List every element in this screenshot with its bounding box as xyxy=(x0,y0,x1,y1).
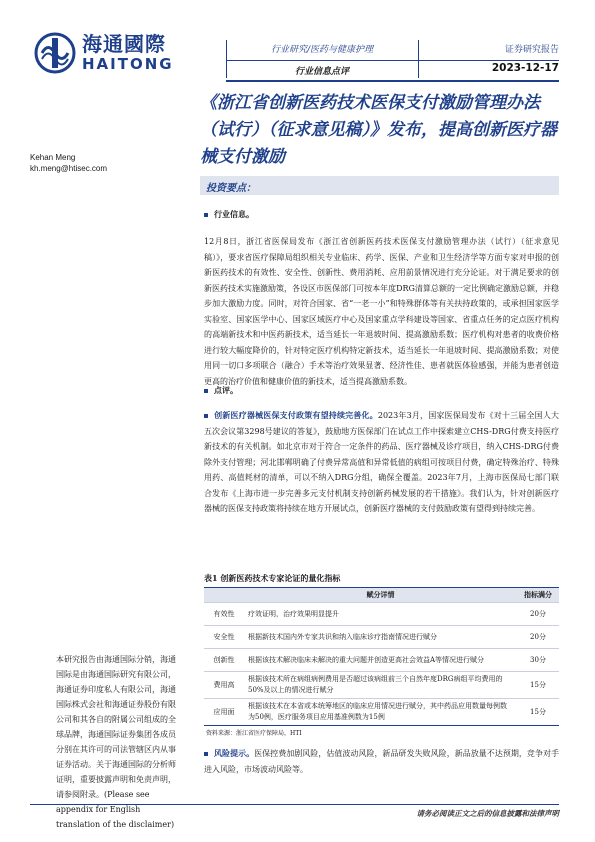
haitong-logo-icon xyxy=(34,32,76,74)
table-row xyxy=(204,603,559,626)
table-header-row xyxy=(204,588,559,603)
bullet-square-icon xyxy=(204,752,208,756)
section-bar xyxy=(200,176,559,195)
disclaimer-note: 本研究报告由海通国际分销，海通国际是由海通国际研究有限公司，海通证券印度私人有限公司，海通国际株式会社和海通证券股份有限公司和其各自的附属公司组成的全球品牌，海通国际证券集团各成员分别在其许可的司法管辖区内从事证券活动。关于海通国际的分析师证明，重要披露声明和免责声明，请参阅附录。(Please see appendix for English translation of the disclaimer) xyxy=(56,655,176,829)
row-score: 15分 xyxy=(517,672,559,699)
logo-english: HAITONG xyxy=(82,55,174,73)
row-detail: 根据新技术国内外专家共识和纳入临床诊疗指南情况进行赋分 xyxy=(244,626,517,649)
table-title: 表1 创新医药技术专家论证的量化指标 xyxy=(204,573,341,583)
row-detail: 疗效证明，治疗效果明显提升 xyxy=(244,603,517,626)
risk-heading: 风险提示。 xyxy=(214,748,255,758)
header-rule xyxy=(226,80,559,82)
row-detail: 根据该技术所在病组病例费用是否超过该病组前三个自然年度DRG病组平均费用的50%及以上的情况进行赋分 xyxy=(244,672,517,699)
author-email[interactable]: kh.meng@htisec.com xyxy=(30,164,108,173)
report-subtype: 行业信息点评 xyxy=(294,67,349,77)
industry-info-paragraph: 12月8日，浙江省医保局发布《浙江省创新医药技术医保支付激励管理办法（试行）（征求意见稿）》，要求省医疗保障局组织相关专业临床、药学、医保、产业和卫生经济学等方面专家对申报的创新医药技术的有效性、安全性、创新性、费用消耗、应用前景情况进行充分论证。对于满足要求的创新医药技术实施激励策，各设区市医保部门可按本年度DRG清算总额的一定比例确定激励总额，并稳步加大激励力度。同时，对符合国家、省“一老一小”和特殊群体等有关扶持政策的，或承担国家医学实验室、国家医学中心、国家区域医疗中心及国家重点学科建设等国家、省重点任务的定点医疗机构的高端新技术和中医药新技术，适当延长一年退坡时间、提高激励系数；医疗机构对患者的收费价格进行较大幅度降价的，针对特定医疗机构特定新技术，适当延长一年退坡时间、提高激励系数；对使用同一切口多项联合（融合）手术等治疗效果显著、经济性佳、患者就医体验感强，并能为患者创造更高的治疗价值和健康价值的新技术，适当提高激励系数。 xyxy=(204,237,559,386)
logo-chinese: 海通國際 xyxy=(82,32,166,56)
header-divider xyxy=(418,40,419,78)
author-name: Kehan Meng xyxy=(30,153,76,162)
report-title: 《浙江省创新医药技术医保支付激励管理办法（试行）（征求意见稿）》发布，提高创新医疗器械支付激励 xyxy=(200,93,557,167)
header-divider xyxy=(226,40,227,78)
section-title: 投资要点： xyxy=(206,183,256,194)
indicator-table xyxy=(204,587,559,726)
risk-text: 医保控费加剧风险，估值波动风险，新品研发失败风险，新品放量不达预期，竞争对手进入风险，市场波动风险等。 xyxy=(204,749,559,774)
report-type: 证券研究报告 xyxy=(504,45,559,55)
report-date: 2023-12-17 xyxy=(491,62,559,74)
comment-lead: 创新医疗器械医保支付政策有望持续完善化。 xyxy=(214,410,378,420)
row-score: 20分 xyxy=(517,603,559,626)
row-name: 费用高 xyxy=(204,672,244,699)
row-name: 创新性 xyxy=(204,649,244,672)
table-header-cell: 指标满分 xyxy=(517,588,559,603)
table-row xyxy=(204,626,559,649)
bullet-square-icon xyxy=(204,213,208,217)
table-header-cell xyxy=(204,588,244,603)
report-category: 行业研究/医药与健康护理 xyxy=(270,45,374,55)
comment-heading: 点评。 xyxy=(204,385,238,396)
comment-paragraph xyxy=(204,408,559,517)
company-logo xyxy=(34,28,184,78)
table-row xyxy=(204,672,559,699)
row-score: 30分 xyxy=(517,649,559,672)
table-row xyxy=(204,699,559,726)
footer-rule xyxy=(30,804,559,805)
table-header-cell: 赋分详情 xyxy=(244,588,517,603)
footer-text: 请务必阅读正文之后的信息披露和法律声明 xyxy=(416,809,559,818)
row-name: 应用面 xyxy=(204,699,244,726)
row-name: 有效性 xyxy=(204,603,244,626)
table-source: 资料来源：浙江省医疗保障局，HTI xyxy=(206,730,302,737)
bullet-square-icon xyxy=(204,389,208,393)
comment-text: 2023年3月，国家医保局发布《对十三届全国人大五次会议第3298号建议的答复》，鼓励地方医保部门在试点工作中探索建立CHS-DRG付费支持医疗新技术的有关机制。如北京市对于符合一定条件的药品、医疗器械及诊疗项目，纳入CHS-DRG付费除外支付管理；河北邯郸明确了付费异常高值和异常低值的病组可按项目付费，确定特殊治疗、特殊用药、高值耗材的清单，可以不纳入DRG分组，确保全覆盖。2023年7月，上海市医保局七部门联合发布《上海市进一步完善多元支付机制支持创新药械发展的若干措施》。我们认为，针对创新医疗器械的医保支持政策将持续在地方开展试点，创新医疗器械的支付鼓励政策有望得到持续完善。 xyxy=(204,411,560,513)
row-detail: 根据该技术解决临床未解决的重大问题并创造更高社会效益A等情况进行赋分 xyxy=(244,649,517,672)
author-block xyxy=(30,152,107,174)
row-score: 15分 xyxy=(517,699,559,726)
row-score: 20分 xyxy=(517,626,559,649)
bullet-square-icon xyxy=(204,414,208,418)
row-name: 安全性 xyxy=(204,626,244,649)
industry-info-heading: 行业信息。 xyxy=(204,209,254,220)
row-detail: 根据该技术在本省或本统筹地区的临床应用情况进行赋分，其中药品应用数量每例数为50例，医疗服务项目应用基准例数为15例 xyxy=(244,699,517,726)
risk-paragraph xyxy=(204,746,559,777)
table-row xyxy=(204,649,559,672)
